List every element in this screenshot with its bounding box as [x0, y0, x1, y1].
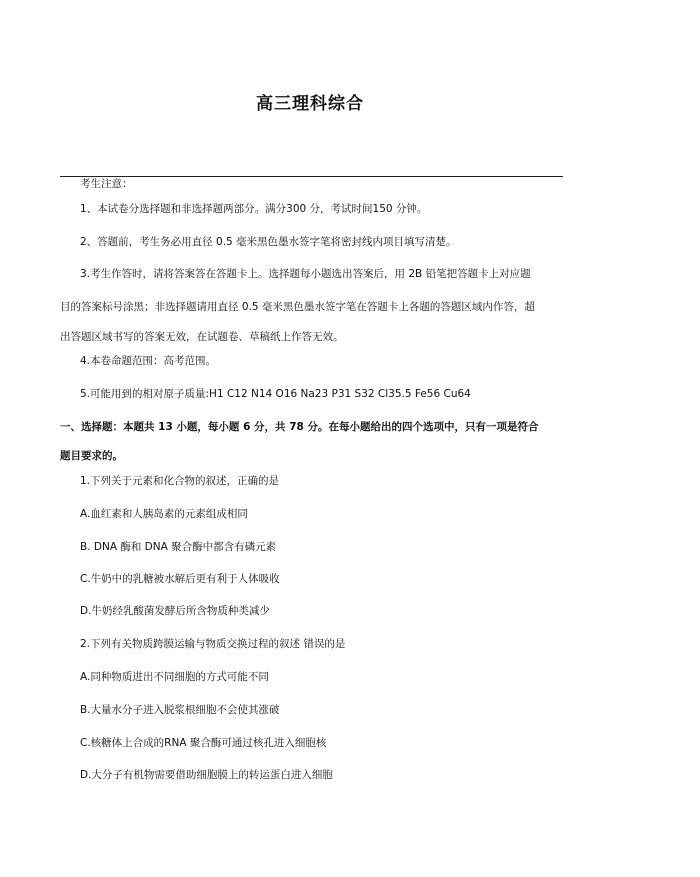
header-divider	[60, 176, 563, 177]
question-1-stem: 1.下列关于元素和化合物的叙述，正确的是	[80, 475, 280, 487]
section-heading-line-1: 一、选择题：本题共 13 小题，每小题 6 分，共 78 分。在每小题给出的四个选项中，只有一项是符合	[60, 421, 539, 433]
notice-item-5: 5.可能用到的相对原子质量:H1 C12 N14 O16 Na23 P31 S32 Cl35.5 Fe56 Cu64	[80, 388, 471, 400]
notice-heading: 考生注意：	[80, 178, 133, 190]
question-2-option-d: D.大分子有机物需要借助细胞膜上的转运蛋白进入细胞	[80, 769, 333, 781]
question-1-option-b: B. DNA 酶和 DNA 聚合酶中都含有磷元素	[80, 541, 277, 553]
section-heading-line-2: 题目要求的。	[60, 450, 123, 462]
question-1-option-c: C.牛奶中的乳糖被水解后更有利于人体吸收	[80, 573, 280, 585]
question-2-stem: 2.下列有关物质跨膜运输与物质交换过程的叙述 错误的是	[80, 638, 346, 650]
question-1-option-d: D.牛奶经乳酸菌发酵后所含物质种类减少	[80, 605, 270, 617]
notice-item-2: 2、答题前，考生务必用直径 0.5 毫米黑色墨水签字笔将密封线内项目填写清楚。	[80, 236, 457, 248]
notice-item-3-line-3: 出答题区域书写的答案无效，在试题卷、草稿纸上作答无效。	[60, 331, 344, 343]
notice-item-4: 4.本卷命题范围：高考范围。	[80, 355, 217, 367]
question-2-option-a: A.同种物质进出不同细胞的方式可能不同	[80, 671, 269, 683]
question-2-option-c: C.核糖体上合成的RNA 聚合酶可通过核孔进入细胞核	[80, 737, 327, 749]
notice-item-3-line-1: 3.考生作答时，请将答案答在答题卡上。选择题每小题选出答案后，用 2B 铅笔把答题卡上对应题	[80, 268, 531, 280]
question-1-option-a: A.血红素和人胰岛素的元素组成相同	[80, 508, 248, 520]
notice-item-3-line-2: 目的答案标号涂黑；非选择题请用直径 0.5 毫米黑色墨水签字笔在答题卡上各题的答题区域内作答，超	[60, 301, 535, 313]
page-title: 高三理科综合	[256, 94, 364, 114]
notice-item-1: 1、本试卷分选择题和非选择题两部分。满分300 分，考试时间150 分钟。	[80, 203, 428, 215]
question-2-option-b: B.大量水分子进入脱浆根细胞不会使其涨破	[80, 704, 280, 716]
